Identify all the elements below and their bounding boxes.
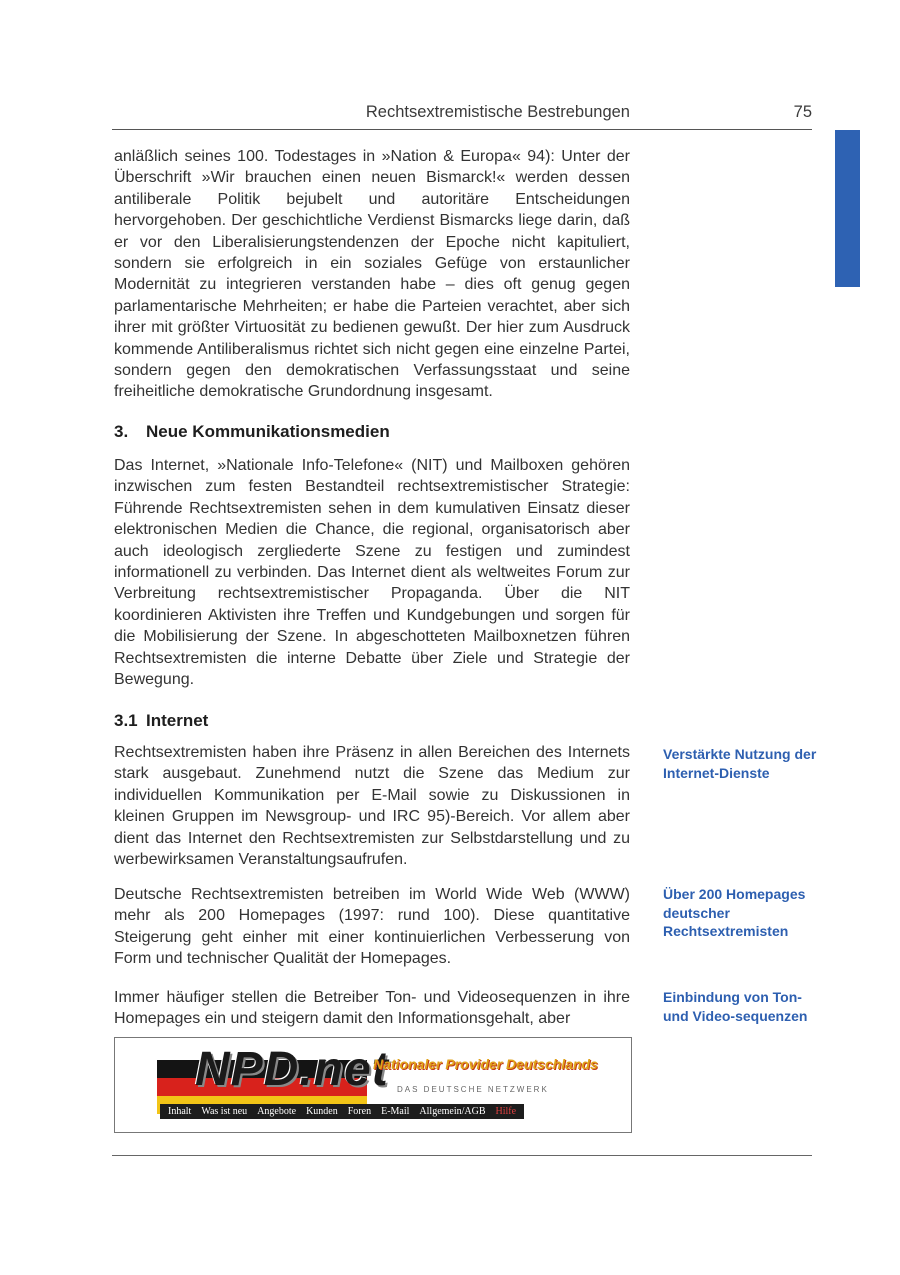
nav-item-angebote: Angebote <box>257 1106 297 1117</box>
nav-item-allgemein-agb: Allgemein/AGB <box>419 1106 486 1117</box>
page-number: 75 <box>793 103 812 121</box>
paragraph-kommunikationsmedien: Das Internet, »Nationale Info-Telefone« (NIT) und Mailboxen gehören inzwischen zum festen Bestandteil rechtsextremistischer Strategie: Führende Rechtsextremisten sehen in dem kumulativen Einsatz dieser elektronischen Medien die Chance, die regional, organisatorisch aber auch ideologisch zergliederte Szene zu festigen und zumindest informationell zu verbinden. Das Internet dient als weltweites Forum zur Verbreitung rechtsextremistischer Propaganda. Über die NIT koordinieren Aktivisten ihre Treffen und Kundgebungen und sorgen für die Mobilisierung der Szene. In abgeschotteten Mailboxnetzen führen Rechtsextremisten die interne Debatte über Ziele und Strategie der Bewegung. <box>114 457 630 689</box>
provider-tagline: Nationaler Provider Deutschlands <box>373 1056 598 1072</box>
nav-item-kunden: Kunden <box>306 1106 338 1117</box>
paragraph-bismarck: anläßlich seines 100. Todestages in »Nation & Europa« 94): Unter der Überschrift »Wir brauchen einen neuen Bismarck!« werden dessen antiliberale Politik bejubelt und autoritäre Entscheidungen hervorgehoben. Der geschichtliche Verdienst Bismarcks liege darin, daß er vor den Liberalisierungstendenzen der Epoche nicht kapituliert, sondern sie erfolgreich in ein soziales Gefüge von erstaunlicher Modernität zu integrieren verstanden habe – dies oft genug gegen parlamentarische Mehrheiten; er habe die Parteien verachtet, aber sich ihrer mit größter Virtuosität zu bedienen gewußt. Der hier zum Ausdruck kommende Antiliberalismus richtet sich nicht gegen eine einzelne Partei, sondern gegen den demokratischen Verfassungsstaat und seine freiheitliche demokratische Grundordnung insgesamt. <box>114 148 630 401</box>
section-heading-3 <box>114 422 390 442</box>
margin-note-internet-dienste: Verstärkte Nutzung der Internet-Dienste <box>663 746 817 781</box>
paragraph-homepages: Deutsche Rechtsextremisten betreiben im World Wide Web (WWW) mehr als 200 Homepages (1997: rund 100). Diese quantitative Steigerung geht einher mit einer kontinuierlichen Verbesserung von Form und technischer Qualität der Homepages. <box>114 886 630 968</box>
section-heading-3-1 <box>114 711 208 731</box>
running-head <box>112 103 812 130</box>
margin-note-ton-video: Einbindung von Ton- und Video-sequenzen <box>663 989 808 1024</box>
section-title: Internet <box>146 711 209 730</box>
nav-item-inhalt: Inhalt <box>168 1106 192 1117</box>
section-number: 3. <box>114 422 129 441</box>
chapter-tab-marker <box>835 130 860 287</box>
margin-note-homepages: Über 200 Homepages deutscher Rechtsextremisten <box>663 886 806 939</box>
paragraph-ton-video: Immer häufiger stellen die Betreiber Ton- und Videosequenzen in ihre Homepages ein und steigern damit den Informationsgehalt, aber <box>114 989 630 1028</box>
section-number: 3.1 <box>114 711 138 730</box>
nav-item-email: E-Mail <box>381 1106 410 1117</box>
running-title: Rechtsextremistische Bestrebungen <box>365 103 630 121</box>
paragraph-internet-praesenz: Rechtsextremisten haben ihre Präsenz in allen Bereichen des Internets stark ausgebaut. Zunehmend nutzt die Szene das Medium zur individuellen Kommunikation per E-Mail sowie zu Diskussionen in kleinen Gruppen im Newsgroup- und IRC 95)-Bereich. Vor allem aber dient das Internet den Rechtsextremisten zur Selbstdarstellung und zu werbewirksamen Veranstaltungsaufrufen. <box>114 744 630 869</box>
footer-divider <box>112 1155 812 1156</box>
nav-item-was-ist-neu: Was ist neu <box>201 1106 248 1117</box>
nav-item-hilfe: Hilfe <box>495 1106 517 1117</box>
section-title: Neue Kommunikationsmedien <box>146 422 390 441</box>
provider-subtagline: DAS DEUTSCHE NETZWERK <box>397 1085 549 1094</box>
npd-net-logo: NPD.net <box>195 1043 389 1096</box>
website-screenshot-figure <box>114 1037 632 1133</box>
website-nav-bar <box>160 1104 524 1119</box>
nav-item-foren: Foren <box>347 1106 372 1117</box>
